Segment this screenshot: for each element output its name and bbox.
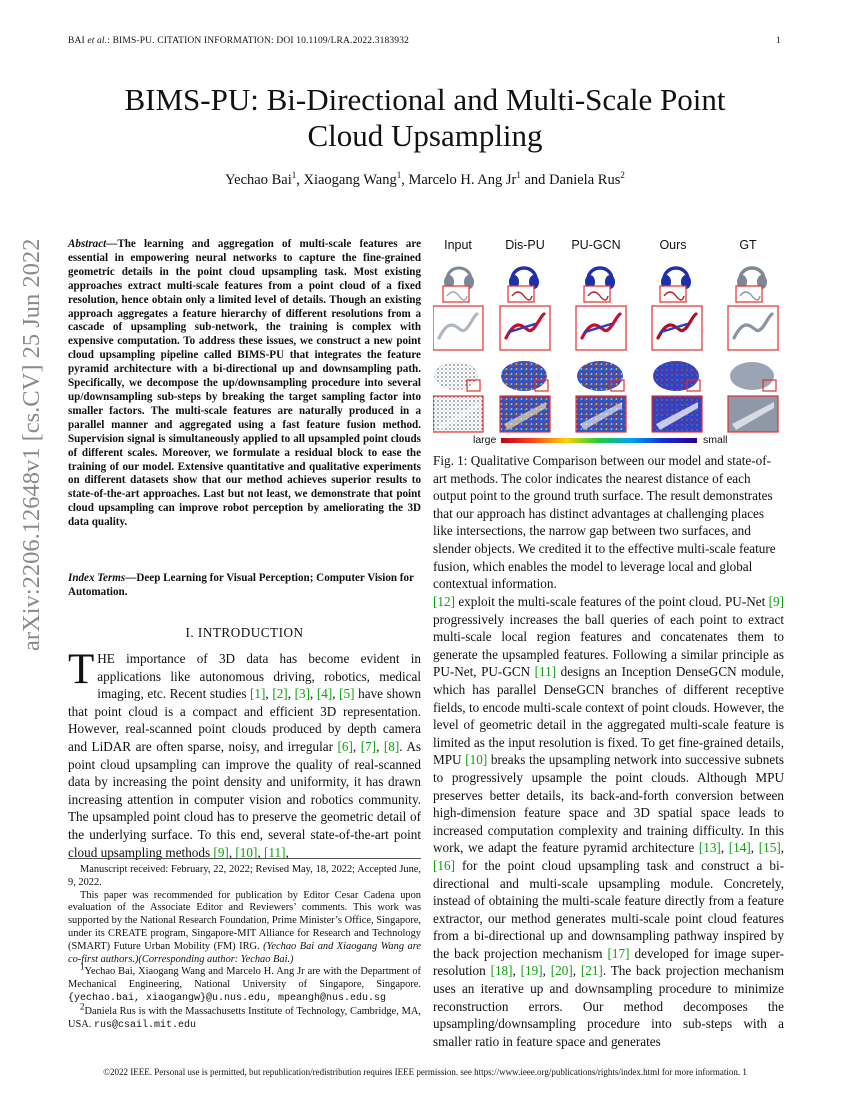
citation-link[interactable]: [7] (360, 738, 377, 754)
body-text: designs an Inception DenseGCN module, which has parallel DenseGCN branches of different receptive fields, to encode multi-scale context of point clouds. However, the level of geometric detail in the aggregated multi-scale feature is limited as the input resolution is fixed. To get fine-grained details, MPU (433, 664, 784, 768)
citation-link[interactable]: [9] (213, 844, 229, 860)
zoom-boxes-row-2 (433, 306, 778, 350)
title-line-1: BIMS-PU: Bi-Directional and Multi-Scale Point (124, 82, 726, 117)
body-text: breaks the upsampling network into successive subnets to progressively upsample the point clouds. Although MPU preserves better details, its back-and-forth conversion between high-dimension feature space and 3D spatial space leads to increased computation complexity and training difficulty. In this work, we adapt the feature pyramid architecture (433, 752, 784, 856)
body-text: for the point cloud upsampling task and construct a bi-directional and multi-scale upsampling module. Concretely, instead of obtaining the multi-scale feature directly from a feature extractor, our method generates multi-scale point cloud features from a bi-directional up and downsampling pathway inspired by the back projection mechanism (433, 857, 784, 961)
intro-text: HE importance of 3D data has become evident in applications like autonomous driving, robotics, medical imaging, etc. Recent studies (97, 651, 421, 702)
citation-link[interactable]: [16] (433, 857, 455, 873)
citation-link[interactable]: [1] (250, 686, 266, 702)
colorbar-label-large: large (473, 434, 497, 446)
figure-col-header: Input (444, 238, 472, 252)
citation-link[interactable]: [20] (550, 963, 573, 979)
author-2: Xiaogang Wang (303, 172, 397, 188)
page-number: 1 (776, 36, 781, 46)
footnote-2-marker: 2 (80, 1001, 85, 1012)
body-text: . The back projection mechanism uses an iterative up and downsampling procedure to minimize reconstruction errors. Our method decomposes the upsampling/downsampling procedure into sub-steps with a smaller ratio in feature space and generates (433, 963, 785, 1049)
index-terms (68, 572, 421, 600)
citation-link[interactable]: [9] (768, 594, 784, 609)
citation-link[interactable]: [17] (607, 945, 630, 961)
figure-col-header: Dis-PU (505, 238, 545, 252)
citation-link[interactable]: [2] (272, 686, 288, 702)
citation-link[interactable]: [14] (728, 840, 751, 856)
citation-link[interactable]: [11] (534, 664, 557, 680)
citation-link[interactable]: [13] (698, 840, 721, 856)
figure-col-header: PU-GCN (571, 238, 621, 252)
intro-text: . As point cloud upsampling can improve the quality of real-scanned data by increasing the point density and uniformity, it has drawn increasing attention in computer vision and robotics community. The upsampled point cloud has to preserve the geometric detail of the underlying surface. To this end, several state-of-the-art point cloud upsampling methods (68, 738, 421, 860)
citation-link[interactable]: [8] (383, 738, 400, 754)
citation-link[interactable]: [4] (316, 686, 333, 702)
body-text: progressively increases the ball queries of each point to extract multi-scale local region features and concatenates them to generate the upsampled features. Following a similar principle as PU-Net, PU-GCN (433, 611, 784, 680)
author-3-affil: 1 (516, 170, 521, 181)
figure-renderings (433, 256, 784, 434)
abstract-text: —The learning and aggregation of multi-scale features are essential in empowering neural networks to capture the fine-grained geometric details in the point cloud upsampling task. Most existing approaches extract multi-scale features from a point cloud of a fixed resolution, hence obtain only a limited level of details. Though an existing approach aggregates a feature hierarchy of different resolutions from a cascade of upsampling sub-network, the training is complex with expensive computation. To address these issues, we construct a new point cloud upsampling pipeline called BIMS-PU that integrates the feature pyramid architecture with a bi-directional up and downsampling path. Specifically, we decompose the up/downsampling procedure into several up/downsampling sub-steps by breaking the target sampling factor into smaller factors. The multi-scale features are naturally produced in a parallel manner and aggregated using a fast feature fusion method. Supervision signal is simultaneously applied to all upsampled point clouds of different scales. Moreover, we formulate a residual block to ease the training of our model. Extensive quantitative and qualitative experiments on different datasets show that our method achieves superior results to state-of-the-art approaches. Last but not least, we demonstrate that point cloud upsampling can improve robot perception by ameliorating the 3D data quality. (68, 238, 421, 529)
cloud-renders (434, 361, 774, 391)
copyright-footer: ©2022 IEEE. Personal use is permitted, but republication/redistribution requires IEEE permission. see https://www.ieee.org/publications/rights/index.html for more information. 1 (103, 1067, 747, 1077)
figure-col-header: GT (739, 238, 757, 252)
section-heading: I. INTRODUCTION (185, 625, 304, 640)
colorbar-label-small: small (703, 434, 728, 446)
citation-link[interactable]: [18] (490, 963, 513, 979)
footnote-editor (68, 890, 421, 967)
figure-col-header: Ours (659, 238, 687, 252)
index-terms-text: —Deep Learning for Visual Perception; Computer Vision for Automation. (68, 572, 414, 598)
footnote-1-text: Yechao Bai, Xiaogang Wang and Marcelo H. Ang Jr are with the Department of Mechanical Engineering, National University of Singapore, Singapore. (68, 966, 421, 991)
figure-1 (433, 238, 784, 448)
right-column-paragraph: [12] exploit the multi-scale features of the point cloud. PU-Net [9] progressively increases the ball queries of each point to extract multi-scale local region features and concatenates them to generate the upsampled features. Following a similar principle as PU-Net, PU-GCN [11] designs an Inception DenseGCN module, which has parallel DenseGCN branches of different receptive fields, to encode multi-scale context of point clouds. However, the level of geometric detail in the aggregated multi-scale feature is limited as the input resolution is fixed. To get fine-grained details, MPU [10] breaks the upsampling network into successive subnets to progressively upsample the point clouds. Although MPU preserves better details, its back-and-forth conversion between high-dimension feature space and 3D spatial space leads to increased computation complexity and training difficulty. In this work, we adapt the feature pyramid architecture [13], [14], [15], [16] for the point cloud upsampling task and construct a bi-directional and multi-scale upsampling module. Concretely, instead of obtaining the multi-scale feature directly from a feature extractor, our method generates multi-scale point cloud features from a bi-directional up and downsampling pathway inspired by the back projection mechanism [17] developed for image super-resolution [18], [19], [20], [21]. The back projection mechanism uses an iterative up and downsampling procedure to minimize reconstruction errors. Our method decomposes the upsampling/downsampling procedure into sub-steps with a smaller ratio in feature space and generates (433, 594, 785, 1049)
footnotes (68, 864, 421, 1032)
author-4-affil: 2 (620, 170, 625, 181)
author-1-affil: 1 (291, 170, 297, 181)
footnote-affiliation-1 (68, 961, 421, 1005)
running-header (68, 36, 409, 46)
colorbar (501, 438, 697, 443)
footnote-received: Manuscript received: February, 22, 2022; Revised May, 18, 2022; Accepted June, 9, 2022. (68, 864, 421, 888)
footnote-affiliation-2 (68, 1001, 421, 1033)
colorbar-legend (433, 434, 784, 448)
footnote-1-marker: 1 (80, 961, 85, 972)
running-head-author: BAI (68, 36, 85, 46)
paper-title (68, 82, 782, 154)
author-3: Marcelo H. Ang Jr (408, 172, 517, 188)
author-4: Daniela Rus (549, 172, 621, 188)
dropcap: T (68, 646, 95, 693)
citation-link[interactable]: [10] (235, 844, 258, 860)
author-1: Yechao Bai (225, 172, 292, 188)
citation-link[interactable]: [19] (520, 963, 543, 979)
author-2-affil: 1 (396, 170, 402, 181)
running-head-etal: et al. (87, 36, 108, 46)
arxiv-stamp-text: arXiv:2206.12648v1 [cs.CV] 25 Jun 2022 (18, 238, 45, 651)
abstract-label: Abstract (68, 238, 107, 250)
footnote-1-email[interactable]: {yechao.bai, xiaogangw}@u.nus.edu, mpeangh@nus.edu.sg (68, 992, 387, 1004)
author-list: Yechao Bai$^1$, Xiaogang Wang$^1$, Marcelo H. Ang Jr$^1$ and Daniela Rus$^2$ (225, 170, 625, 188)
citation-link[interactable]: [5] (339, 686, 355, 702)
index-terms-label: Index Terms (68, 572, 126, 584)
citation-link[interactable]: [6] (337, 738, 353, 754)
body-text: exploit the multi-scale features of the point cloud. PU-Net (454, 594, 769, 609)
body-text: developed for image super-resolution (433, 945, 784, 979)
footnote-co-first: (Yechao Bai and Xiaogang Wang are co-first authors.)(Corresponding author: Yechao Bai.) (68, 940, 421, 965)
citation-link[interactable]: [12] (433, 594, 455, 609)
footnote-2-text: Daniela Rus is with the Massachusetts Institute of Technology, Cambridge, MA, USA. (68, 1005, 421, 1030)
title-line-2: Cloud Upsampling (307, 118, 543, 153)
intro-paragraph: THE importance of 3D data has become evident in applications like autonomous driving, robotics, medical imaging, etc. Recent studies [1], [2], [3], [4], [5] have shown that point cloud is a compact and efficient 3D representation. However, real-scanned point clouds produced by depth camera and LiDAR are often sparse, noisy, and irregular [6], [7], [8]. As point cloud upsampling can improve the quality of real-scanned data by increasing the point density and uniformity, it has drawn increasing attention in computer vision and robotics community. The upsampled point cloud has to preserve the geometric detail of the underlying surface. To this end, several state-of-the-art point cloud upsampling methods [9], [10], [11], (68, 646, 422, 860)
running-head-citation: : BIMS-PU. CITATION INFORMATION: DOI 10.1109/LRA.2022.3183932 (107, 36, 409, 46)
figure-caption: Fig. 1: Qualitative Comparison between our model and state-of-art methods. The color indicates the nearest distance of each output point to the ground truth surface. The result demonstrates that our approach has distinct advantages at challenging places like intersections, the narrow gap between two surfaces, and slender objects. We credited it to the effective multi-scale feature fusion, which enables the model to leverage local and global contextual information. (433, 453, 776, 592)
footnote-2-email[interactable]: rus@csail.mit.edu (93, 1019, 197, 1031)
intro-text: have shown that point cloud is a compact and efficient 3D representation. However, real-scanned point clouds produced by depth camera and LiDAR are often sparse, noisy, and irregular (68, 686, 422, 754)
citation-link[interactable]: [15] (758, 840, 781, 856)
citation-link[interactable]: [3] (294, 686, 310, 702)
citation-link[interactable]: [11] (263, 844, 286, 860)
footnote-rule (68, 858, 421, 859)
abstract (68, 238, 421, 530)
citation-link[interactable]: [10] (465, 752, 488, 768)
citation-link[interactable]: [21] (580, 963, 603, 979)
footnote-editor-text: This paper was recommended for publication by Editor Cesar Cadena upon evaluation of the Associate Editor and Reviewers’ comments. This work was supported by the National Research Foundation, Prime Minister’s Office, Singapore, under its CREATE program, Singapore-MIT Alliance for Research and Technology (SMART) Future Urban Mobility (FM) IRG. (68, 889, 421, 952)
